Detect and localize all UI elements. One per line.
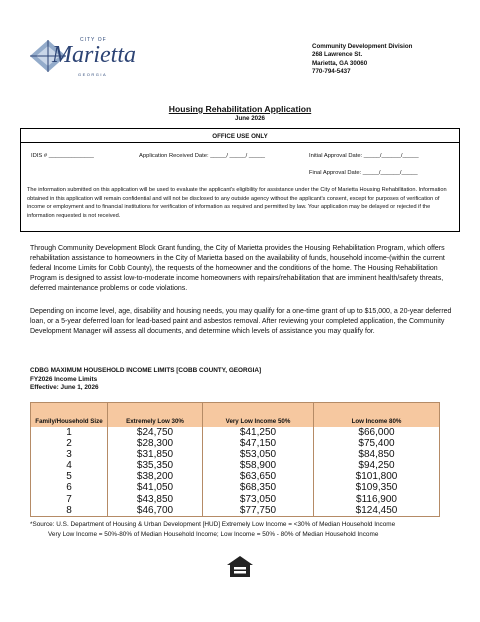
- logo-wordmark: Marietta: [52, 42, 136, 68]
- column-header: Family/Household Size: [31, 403, 108, 428]
- idis-field[interactable]: IDIS # ______________: [31, 153, 94, 159]
- address-line: 770-794-5437: [312, 68, 351, 76]
- address-line: Marietta, GA 30060: [312, 59, 368, 67]
- limits-line: Effective: June 1, 2026: [30, 384, 99, 392]
- limits-line: FY2026 Income Limits: [30, 375, 98, 383]
- table-row: [31, 471, 440, 482]
- division-address: [312, 43, 412, 77]
- table-cell: $41,250: [203, 427, 314, 438]
- table-cell: $38,200: [108, 471, 203, 482]
- page-subtitle: June 2026: [235, 115, 265, 122]
- source-note: *Source: U.S. Department of Housing & Urban Development [HUD] Extremely Low Income = <30% of Median Household Income: [30, 521, 396, 528]
- table-cell: $28,300: [108, 438, 203, 449]
- table-cell: $94,250: [314, 460, 440, 471]
- income-limits-table: [30, 402, 440, 517]
- table-cell: $24,750: [108, 427, 203, 438]
- program-description: Through Community Development Block Grant funding, the City of Marietta provides the Housing Rehabilitation Program, which offers rehabilitation assistance to homeowners in the City of Marietta based on the availability of funds, household income-(within the current federal Income Limits for Cobb County), the requests of the homeowner and the conditions of the home. The Housing Rehabilitation Program is designed to assist low-to-moderate income homeowners with repairs/rehabilitation that are imminent health/safety threats, deferred maintenance problems or code violations.: [30, 245, 445, 292]
- column-header: Extremely Low 30%: [108, 403, 203, 428]
- table-cell: 4: [31, 460, 108, 471]
- table-cell: $77,750: [203, 505, 314, 517]
- table-cell: $68,350: [203, 482, 314, 493]
- office-use-heading: OFFICE USE ONLY: [212, 133, 268, 140]
- limits-line: CDBG MAXIMUM HOUSEHOLD INCOME LIMITS [COBB COUNTY, GEORGIA]: [30, 367, 262, 374]
- table-cell: 8: [31, 505, 108, 517]
- equal-housing-icon: [226, 555, 254, 585]
- table-cell: $53,050: [203, 449, 314, 460]
- table-cell: $124,450: [314, 505, 440, 517]
- table-cell: $73,050: [203, 494, 314, 505]
- table-cell: $101,800: [314, 471, 440, 482]
- disclaimer-text: The information submitted on this application will be used to evaluate the applicant's eligibility for assistance under the City of Marietta Housing Rehabilitation. Information obtained in this application will remain confidential and will not be disclosed to any outside agency without the applicant's consent, except for purposes of verification of income or employment and to financial institutions for verification of information as required and permitted by law. Your application may be delayed or rejected if the information requested is not received.: [27, 187, 447, 219]
- page-title: Housing Rehabilitation Application: [168, 104, 312, 114]
- address-line: Community Development Division: [312, 43, 413, 50]
- table-cell: $116,900: [314, 494, 440, 505]
- table-row: [31, 460, 440, 471]
- income-limits-heading: [30, 367, 261, 393]
- table-cell: $41,050: [108, 482, 203, 493]
- table-cell: 3: [31, 449, 108, 460]
- table-cell: $66,000: [314, 427, 440, 438]
- table-row: [31, 494, 440, 505]
- table-cell: $84,850: [314, 449, 440, 460]
- table-cell: $43,850: [108, 494, 203, 505]
- divider: [21, 142, 459, 143]
- office-use-box: [20, 128, 460, 232]
- table-cell: $75,400: [314, 438, 440, 449]
- column-header: Very Low Income 50%: [203, 403, 314, 428]
- table-cell: $63,650: [203, 471, 314, 482]
- table-row: [31, 427, 440, 438]
- column-header: Low Income 80%: [314, 403, 440, 428]
- table-cell: $46,700: [108, 505, 203, 517]
- table-cell: $109,350: [314, 482, 440, 493]
- table-cell: 2: [31, 438, 108, 449]
- table-cell: 7: [31, 494, 108, 505]
- table-header-row: [31, 403, 440, 428]
- table-cell: $35,350: [108, 460, 203, 471]
- table-cell: 1: [31, 427, 108, 438]
- address-line: 268 Lawrence St.: [312, 51, 363, 59]
- table-cell: $31,850: [108, 449, 203, 460]
- table-row: [31, 482, 440, 493]
- final-approval-field[interactable]: Final Approval Date: _____/______/_____: [309, 170, 418, 176]
- assistance-description: Depending on income level, age, disability and housing needs, you may qualify for a one-time grant of up to $15,000, a 20-year deferred loan, or a 5-year deferred loan for lead-based paint and asbestos removal. After reviewing your completed application, the Community Development Manager will assess all documents, and determine which levels of assistance you may qualify for.: [30, 308, 452, 335]
- table-row: [31, 505, 440, 517]
- table-cell: $47,150: [203, 438, 314, 449]
- initial-approval-field[interactable]: Initial Approval Date: _____/______/_____: [309, 153, 419, 159]
- definition-note: Very Low Income = 50%-80% of Median Household Income; Low Income = 50% - 80% of Median Household Income: [48, 531, 379, 538]
- table-row: [31, 449, 440, 460]
- table-row: [31, 438, 440, 449]
- table-cell: 6: [31, 482, 108, 493]
- logo-city-of: CITY OF: [80, 37, 107, 43]
- table-cell: 5: [31, 471, 108, 482]
- table-cell: $58,900: [203, 460, 314, 471]
- logo-georgia: GEORGIA: [78, 72, 108, 77]
- received-date-field[interactable]: Application Received Date: _____/ _____/ _____: [139, 153, 266, 159]
